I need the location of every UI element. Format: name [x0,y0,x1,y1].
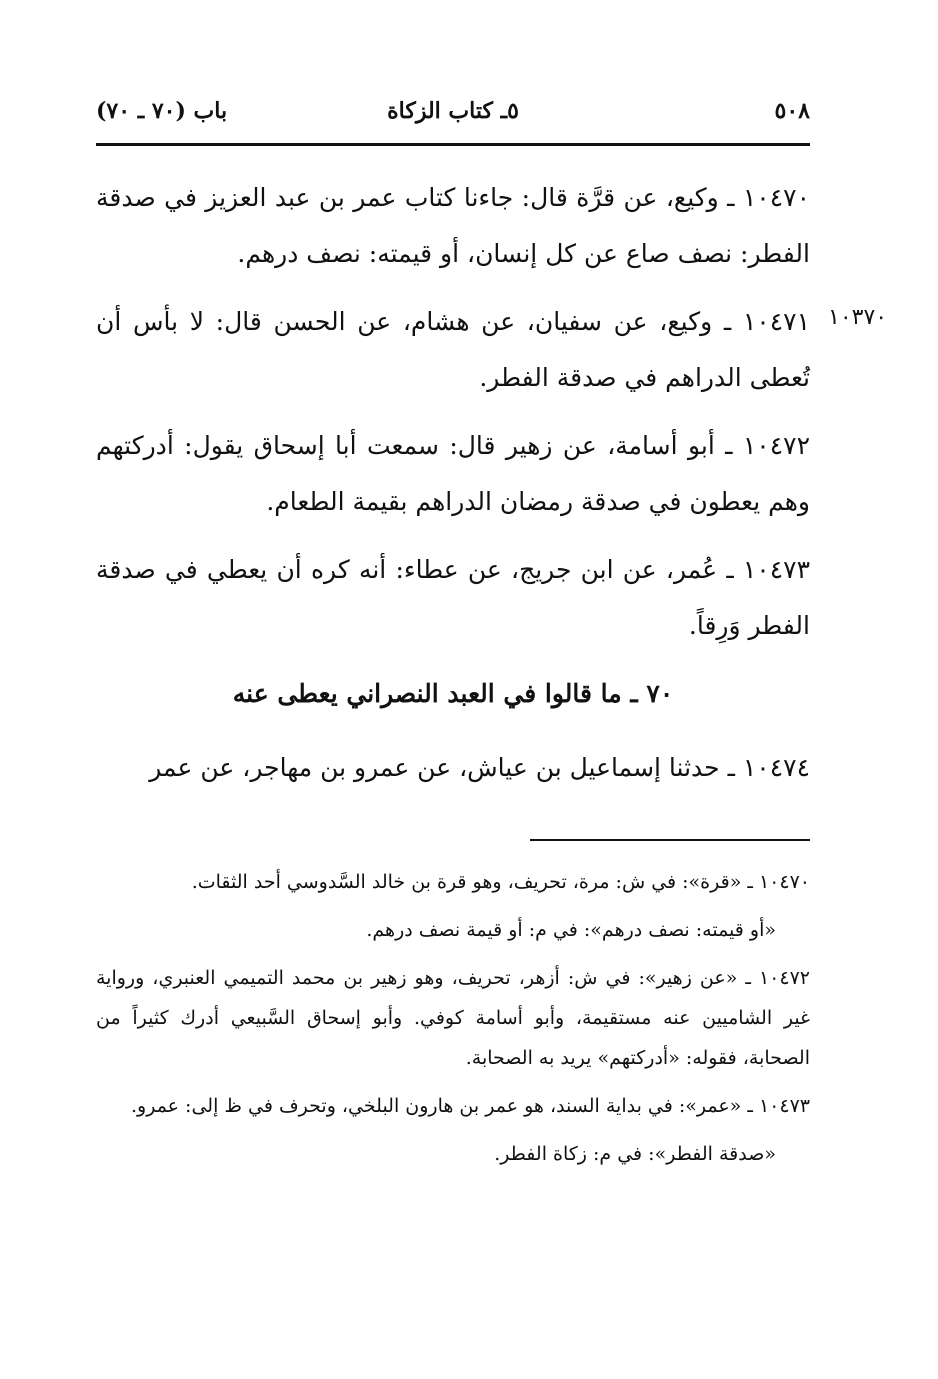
page-header [96,94,810,134]
footnotes [96,862,810,1182]
footnote: ١٠٤٧٠ ـ «قرة»: في ش: مرة، تحريف، وهو قرة بن خالد السَّدوسي أحد الثقات. [191,871,810,893]
hadith-entry: ١٠٤٧٣ ـ عُمر، عن ابن جريج، عن عطاء: أنه كره أن يعطي في صدقة الفطر وَرِقاً. [96,555,810,640]
footnote: ١٠٤٧٣ ـ «عمر»: في بداية السند، هو عمر بن هارون البلخي، وتحرف في ظ إلى: عمرو. [131,1095,810,1117]
main-text [96,170,810,808]
header-rule [96,143,810,146]
footnote-separator [530,839,810,841]
hadith-entry: ١٠٤٧٢ ـ أبو أسامة، عن زهير قال: سمعت أبا إسحاق يقول: أدركتهم وهم يعطون في صدقة رمضان الدراهم بقيمة الطعام. [96,431,810,516]
book-title: ٥ـ كتاب الزكاة [387,98,519,124]
footnote: «صدقة الفطر»: في م: زكاة الفطر. [494,1143,776,1165]
footnote: «أو قيمته: نصف درهم»: في م: أو قيمة نصف درهم. [366,919,776,941]
margin-number: ١٠٣٧٠ [828,305,888,330]
hadith-entry: ١٠٤٧١ ـ وكيع، عن سفيان، عن هشام، عن الحسن قال: لا بأس أن تُعطى الدراهم في صدقة الفطر. [96,307,810,392]
hadith-entry: ١٠٤٧٠ ـ وكيع، عن قرَّة قال: جاءنا كتاب عمر بن عبد العزيز في صدقة الفطر: نصف صاع عن كل إنسان، أو قيمته: نصف درهم. [96,183,810,268]
hadith-entry: ١٠٤٧٤ ـ حدثنا إسماعيل بن عياش، عن عمرو بن مهاجر، عن عمر [149,753,810,782]
section-heading: ٧٠ ـ ما قالوا في العبد النصراني يعطى عنه [232,679,674,708]
page-number: ٥٠٨ [774,98,810,124]
footnote: ١٠٤٧٢ ـ «عن زهير»: في ش: أزهر، تحريف، وهو زهير بن محمد التميمي العنبري، ورواية غير الشاميين عنه مستقيمة، وأبو أسامة كوفي. وأبو إسحاق السَّبيعي أدرك كثيراً من الصحابة، فقوله: «أدركتهم» يريد به الصحابة. [96,967,810,1069]
chapter-reference: باب (٧٠ ـ ٧٠) [96,98,228,124]
